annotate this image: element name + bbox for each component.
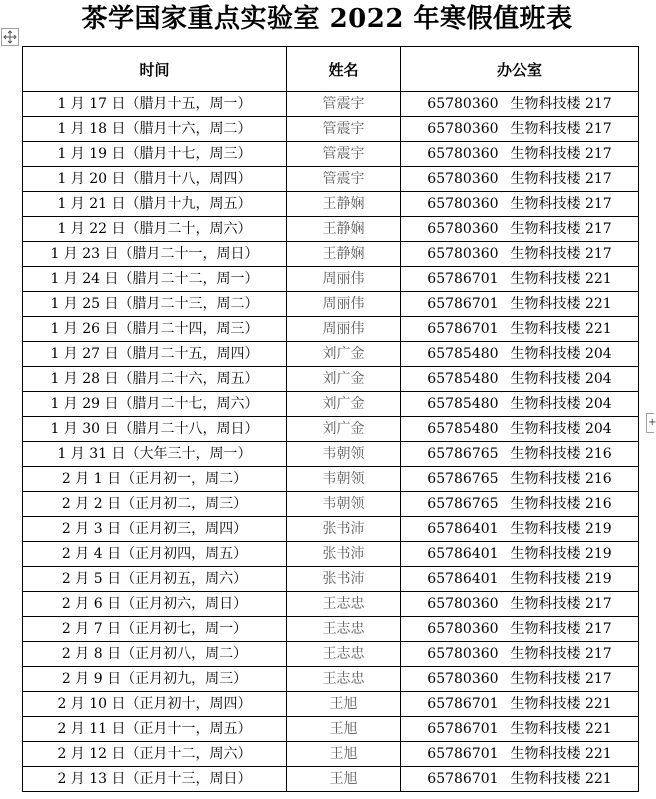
office-cell	[401, 342, 639, 367]
table-row	[23, 667, 639, 692]
duty-table-body	[23, 92, 639, 792]
office-phone: 65780360	[427, 196, 499, 212]
table-row	[23, 692, 639, 717]
header-office: 办公室	[401, 47, 639, 92]
table-row	[23, 342, 639, 367]
office-room: 生物科技楼 219	[510, 571, 612, 587]
office-phone: 65785480	[427, 421, 499, 437]
duty-person-cell: 管震宇	[287, 92, 401, 117]
office-phone: 65780360	[427, 96, 499, 112]
duty-person-cell: 王志忠	[287, 617, 401, 642]
duty-person-cell: 刘广金	[287, 342, 401, 367]
office-phone: 65786765	[427, 496, 499, 512]
office-room: 生物科技楼 217	[510, 646, 612, 662]
duty-date-cell: 1 月 25 日（腊月二十三，周二）	[23, 292, 287, 317]
duty-date-cell: 2 月 10 日（正月初十，周四）	[23, 692, 287, 717]
duty-date-cell: 1 月 17 日（腊月十五，周一）	[23, 92, 287, 117]
office-room: 生物科技楼 217	[510, 621, 612, 637]
office-phone: 65786401	[427, 521, 499, 537]
office-phone: 65786701	[427, 296, 499, 312]
table-move-handle[interactable]	[1, 28, 19, 46]
duty-person-cell: 王静娴	[287, 192, 401, 217]
table-row	[23, 317, 639, 342]
office-room: 生物科技楼 216	[510, 496, 612, 512]
duty-person-cell: 周丽伟	[287, 267, 401, 292]
duty-date-cell: 2 月 1 日（正月初一，周二）	[23, 467, 287, 492]
office-phone: 65780360	[427, 171, 499, 187]
duty-person-cell: 刘广金	[287, 417, 401, 442]
duty-date-cell: 1 月 24 日（腊月二十二，周一）	[23, 267, 287, 292]
duty-person-cell: 周丽伟	[287, 292, 401, 317]
office-room: 生物科技楼 204	[510, 346, 612, 362]
duty-person-cell: 王静娴	[287, 242, 401, 267]
office-room: 生物科技楼 217	[510, 246, 612, 262]
duty-date-cell: 2 月 13 日（正月十三，周日）	[23, 767, 287, 792]
office-room: 生物科技楼 217	[510, 671, 612, 687]
office-room: 生物科技楼 217	[510, 171, 612, 187]
office-cell	[401, 567, 639, 592]
duty-date-cell: 1 月 20 日（腊月十八，周四）	[23, 167, 287, 192]
table-row	[23, 167, 639, 192]
office-cell	[401, 717, 639, 742]
table-row	[23, 117, 639, 142]
office-room: 生物科技楼 217	[510, 221, 612, 237]
duty-person-cell: 周丽伟	[287, 317, 401, 342]
office-room: 生物科技楼 216	[510, 446, 612, 462]
office-room: 生物科技楼 216	[510, 471, 612, 487]
table-row	[23, 367, 639, 392]
duty-date-cell: 2 月 2 日（正月初二，周三）	[23, 492, 287, 517]
office-cell	[401, 392, 639, 417]
plus-icon: +	[648, 417, 656, 428]
office-cell	[401, 367, 639, 392]
table-row	[23, 217, 639, 242]
header-time: 时间	[23, 47, 287, 92]
office-room: 生物科技楼 219	[510, 546, 612, 562]
duty-date-cell: 1 月 26 日（腊月二十四，周三）	[23, 317, 287, 342]
office-phone: 65785480	[427, 371, 499, 387]
office-room: 生物科技楼 217	[510, 196, 612, 212]
table-row	[23, 492, 639, 517]
office-phone: 65786701	[427, 746, 499, 762]
office-cell	[401, 317, 639, 342]
duty-date-cell: 1 月 18 日（腊月十六，周二）	[23, 117, 287, 142]
duty-person-cell: 韦朝领	[287, 442, 401, 467]
office-cell	[401, 92, 639, 117]
duty-person-cell: 王志忠	[287, 642, 401, 667]
duty-person-cell: 张书沛	[287, 542, 401, 567]
table-row	[23, 292, 639, 317]
office-room: 生物科技楼 221	[510, 696, 612, 712]
duty-person-cell: 刘广金	[287, 392, 401, 417]
office-phone: 65780360	[427, 621, 499, 637]
office-room: 生物科技楼 221	[510, 771, 612, 787]
table-row	[23, 142, 639, 167]
duty-date-cell: 2 月 3 日（正月初三，周四）	[23, 517, 287, 542]
office-phone: 65786701	[427, 271, 499, 287]
table-row	[23, 392, 639, 417]
duty-date-cell: 1 月 29 日（腊月二十七，周六）	[23, 392, 287, 417]
duty-date-cell: 1 月 23 日（腊月二十一，周日）	[23, 242, 287, 267]
office-cell	[401, 217, 639, 242]
duty-date-cell: 2 月 5 日（正月初五，周六）	[23, 567, 287, 592]
office-room: 生物科技楼 217	[510, 96, 612, 112]
office-cell	[401, 692, 639, 717]
office-cell	[401, 242, 639, 267]
office-room: 生物科技楼 217	[510, 121, 612, 137]
office-phone: 65780360	[427, 146, 499, 162]
office-cell	[401, 417, 639, 442]
move-arrows-icon	[3, 30, 17, 44]
office-room: 生物科技楼 219	[510, 521, 612, 537]
office-cell	[401, 292, 639, 317]
office-cell	[401, 617, 639, 642]
table-row	[23, 542, 639, 567]
header-name: 姓名	[287, 47, 401, 92]
table-row	[23, 717, 639, 742]
table-row	[23, 617, 639, 642]
office-phone: 65780360	[427, 221, 499, 237]
duty-date-cell: 1 月 19 日（腊月十七，周三）	[23, 142, 287, 167]
office-phone: 65786701	[427, 771, 499, 787]
table-header-row	[23, 47, 639, 92]
table-resize-handle[interactable]	[646, 413, 654, 433]
duty-person-cell: 王志忠	[287, 592, 401, 617]
office-phone: 65780360	[427, 246, 499, 262]
office-cell	[401, 767, 639, 792]
office-room: 生物科技楼 221	[510, 296, 612, 312]
page-title: 茶学国家重点实验室 2022 年寒假值班表	[81, 4, 573, 34]
duty-date-cell: 2 月 6 日（正月初六，周日）	[23, 592, 287, 617]
office-phone: 65786701	[427, 321, 499, 337]
table-row	[23, 642, 639, 667]
office-cell	[401, 492, 639, 517]
table-row	[23, 592, 639, 617]
office-cell	[401, 542, 639, 567]
office-cell	[401, 592, 639, 617]
office-phone: 65780360	[427, 596, 499, 612]
duty-person-cell: 韦朝领	[287, 467, 401, 492]
office-room: 生物科技楼 204	[510, 371, 612, 387]
duty-date-cell: 1 月 31 日（大年三十，周一）	[23, 442, 287, 467]
office-cell	[401, 142, 639, 167]
office-room: 生物科技楼 204	[510, 421, 612, 437]
duty-person-cell: 王旭	[287, 767, 401, 792]
duty-person-cell: 管震宇	[287, 117, 401, 142]
office-phone: 65780360	[427, 646, 499, 662]
duty-person-cell: 张书沛	[287, 517, 401, 542]
office-room: 生物科技楼 221	[510, 321, 612, 337]
duty-date-cell: 2 月 11 日（正月十一，周五）	[23, 717, 287, 742]
office-phone: 65786765	[427, 446, 499, 462]
office-cell	[401, 467, 639, 492]
office-phone: 65786701	[427, 696, 499, 712]
office-room: 生物科技楼 204	[510, 396, 612, 412]
table-row	[23, 267, 639, 292]
duty-date-cell: 2 月 7 日（正月初七，周一）	[23, 617, 287, 642]
office-room: 生物科技楼 217	[510, 596, 612, 612]
office-cell	[401, 642, 639, 667]
office-cell	[401, 167, 639, 192]
duty-date-cell: 2 月 12 日（正月十二，周六）	[23, 742, 287, 767]
table-row	[23, 92, 639, 117]
office-phone: 65785480	[427, 346, 499, 362]
office-phone: 65786765	[427, 471, 499, 487]
table-row	[23, 442, 639, 467]
duty-person-cell: 王旭	[287, 742, 401, 767]
duty-date-cell: 1 月 21 日（腊月十九，周五）	[23, 192, 287, 217]
table-row	[23, 567, 639, 592]
office-room: 生物科技楼 221	[510, 721, 612, 737]
office-phone: 65786701	[427, 721, 499, 737]
duty-person-cell: 刘广金	[287, 367, 401, 392]
duty-person-cell: 韦朝领	[287, 492, 401, 517]
duty-person-cell: 张书沛	[287, 567, 401, 592]
table-row	[23, 517, 639, 542]
table-row	[23, 742, 639, 767]
table-row	[23, 467, 639, 492]
office-room: 生物科技楼 217	[510, 146, 612, 162]
office-phone: 65780360	[427, 671, 499, 687]
duty-date-cell: 1 月 27 日（腊月二十五，周四）	[23, 342, 287, 367]
office-cell	[401, 267, 639, 292]
office-cell	[401, 742, 639, 767]
duty-person-cell: 王静娴	[287, 217, 401, 242]
duty-person-cell: 管震宇	[287, 167, 401, 192]
table-row	[23, 417, 639, 442]
duty-date-cell: 1 月 30 日（腊月二十八，周日）	[23, 417, 287, 442]
office-phone: 65785480	[427, 396, 499, 412]
duty-person-cell: 王旭	[287, 717, 401, 742]
duty-person-cell: 王旭	[287, 692, 401, 717]
office-cell	[401, 192, 639, 217]
duty-person-cell: 管震宇	[287, 142, 401, 167]
office-phone: 65786401	[427, 546, 499, 562]
table-row	[23, 242, 639, 267]
table-row	[23, 192, 639, 217]
office-cell	[401, 442, 639, 467]
duty-date-cell: 2 月 8 日（正月初八，周二）	[23, 642, 287, 667]
office-phone: 65780360	[427, 121, 499, 137]
table-row	[23, 767, 639, 792]
duty-date-cell: 2 月 4 日（正月初四，周五）	[23, 542, 287, 567]
office-cell	[401, 667, 639, 692]
duty-person-cell: 王志忠	[287, 667, 401, 692]
duty-date-cell: 1 月 28 日（腊月二十六，周五）	[23, 367, 287, 392]
office-cell	[401, 517, 639, 542]
office-room: 生物科技楼 221	[510, 271, 612, 287]
office-phone: 65786401	[427, 571, 499, 587]
duty-date-cell: 2 月 9 日（正月初九，周三）	[23, 667, 287, 692]
office-room: 生物科技楼 221	[510, 746, 612, 762]
office-cell	[401, 117, 639, 142]
duty-date-cell: 1 月 22 日（腊月二十，周六）	[23, 217, 287, 242]
duty-table	[22, 46, 639, 792]
